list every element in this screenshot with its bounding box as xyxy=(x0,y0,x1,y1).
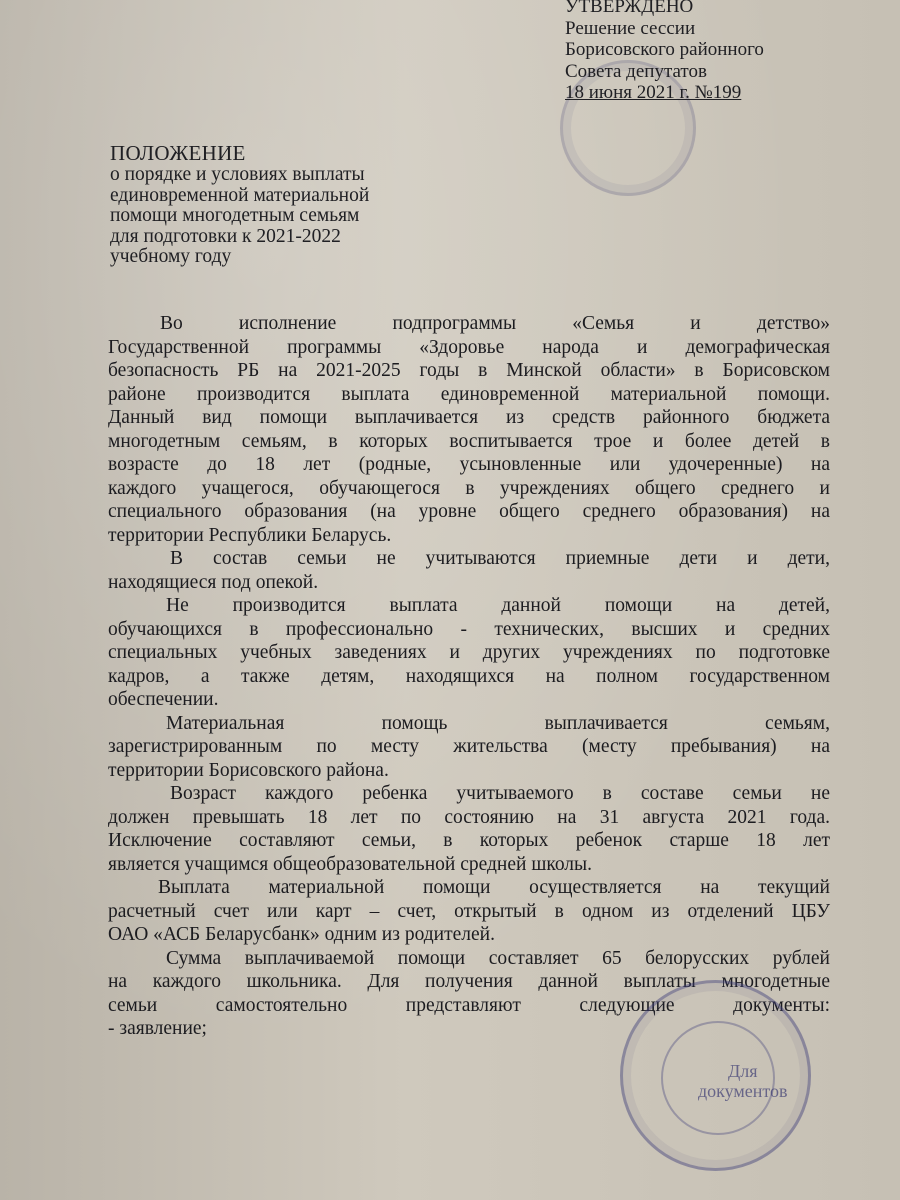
official-seal-bottom xyxy=(620,980,811,1171)
paragraph xyxy=(108,876,830,947)
paragraph-line: Сумма выплачиваемой помощи составляет 65 белорусских рублей xyxy=(166,947,830,969)
paragraph-line: является учащимся общеобразовательной средней школы. xyxy=(108,853,593,875)
paragraph-line: Во исполнение подпрограммы «Семья и детство» xyxy=(160,313,830,334)
paragraph-line: территории Борисовского района. xyxy=(108,759,389,781)
title-line: единовременной материальной xyxy=(110,184,370,206)
seal-label xyxy=(698,1061,788,1101)
paragraph-line: районе производится выплата единовременной материальной помощи. xyxy=(108,383,830,405)
paragraph-line: Возраст каждого ребенка учитываемого в составе семьи не xyxy=(170,783,830,804)
paragraph-line: Материальная помощь выплачивается семьям, xyxy=(166,712,830,734)
paragraph-line: территории Республики Беларусь. xyxy=(108,524,392,546)
paragraph-line: находящиеся под опекой. xyxy=(108,571,319,593)
paragraph-line: Государственной программы «Здоровье народа и демографическая xyxy=(108,336,830,358)
document-body xyxy=(108,312,830,1041)
paragraph xyxy=(108,312,830,547)
paragraph-line: кадров, а также детям, находящихся на полном государственном xyxy=(108,665,830,687)
approval-line: Совета депутатов xyxy=(565,60,707,82)
paragraph-line: каждого учащегося, обучающегося в учреждениях общего среднего и xyxy=(108,477,830,499)
seal-label-line: Для xyxy=(728,1061,758,1081)
paragraph-line: обеспечении. xyxy=(108,689,219,710)
paragraph xyxy=(108,547,830,594)
paragraph-line: обучающихся в профессионально - технических, высших и средних xyxy=(108,618,830,640)
document-heading: ПОЛОЖЕНИЕ xyxy=(110,141,246,165)
paragraph xyxy=(108,594,830,712)
approval-line: Борисовского районного xyxy=(565,39,764,60)
document-title xyxy=(110,141,369,268)
paragraph-line: ОАО «АСБ Беларусбанк» одним из родителей. xyxy=(108,924,495,945)
approval-line: Решение сессии xyxy=(565,17,696,39)
paragraph-line: Исключение составляют семьи, в которых ребенок старше 18 лет xyxy=(108,830,830,851)
paragraph-line: специальных учебных заведениях и других учреждениях по подготовке xyxy=(108,642,830,663)
paragraph-line: должен превышать 18 лет по состоянию на 31 августа 2021 года. xyxy=(108,806,830,828)
paragraph-line: расчетный счет или карт – счет, открытый в одном из отделений ЦБУ xyxy=(108,900,830,922)
paragraph xyxy=(108,712,830,783)
approval-block xyxy=(565,0,764,104)
paragraph-line: В состав семьи не учитываются приемные дети и дети, xyxy=(170,548,830,569)
title-line: о порядке и условиях выплаты xyxy=(110,164,365,185)
approval-line: УТВЕРЖДЕНО xyxy=(565,0,694,17)
title-line: помощи многодетным семьям xyxy=(110,205,360,226)
paragraph-line: многодетным семьям, в которых воспитывается трое и более детей в xyxy=(108,430,830,452)
paragraph-line: Данный вид помощи выплачивается из средств районного бюджета xyxy=(108,407,830,428)
paragraph-line: семьи самостоятельно представляют следующие документы: xyxy=(108,994,830,1016)
paragraph-line: - заявление; xyxy=(108,1018,207,1039)
approval-date: 18 июня 2021 г. №199 xyxy=(565,82,742,103)
paragraph-line: специального образования (на уровне общего среднего образования) на xyxy=(108,501,830,522)
paragraph-line: возрасте до 18 лет (родные, усыновленные или удочеренные) на xyxy=(108,454,830,475)
paragraph-line: Не производится выплата данной помощи на детей, xyxy=(166,595,830,616)
paragraph-line: безопасность РБ на 2021-2025 годы в Минской области» в Борисовском xyxy=(108,360,830,381)
paragraph-line: Выплата материальной помощи осуществляется на текущий xyxy=(158,877,830,898)
paragraph-line: зарегистрированным по месту жительства (месту пребывания) на xyxy=(108,736,830,757)
paragraph xyxy=(108,782,830,876)
title-line: для подготовки к 2021-2022 xyxy=(110,225,341,247)
paragraph-line: на каждого школьника. Для получения данной выплаты многодетные xyxy=(108,971,830,992)
title-line: учебному году xyxy=(110,246,232,267)
seal-label-line: документов xyxy=(698,1081,788,1101)
